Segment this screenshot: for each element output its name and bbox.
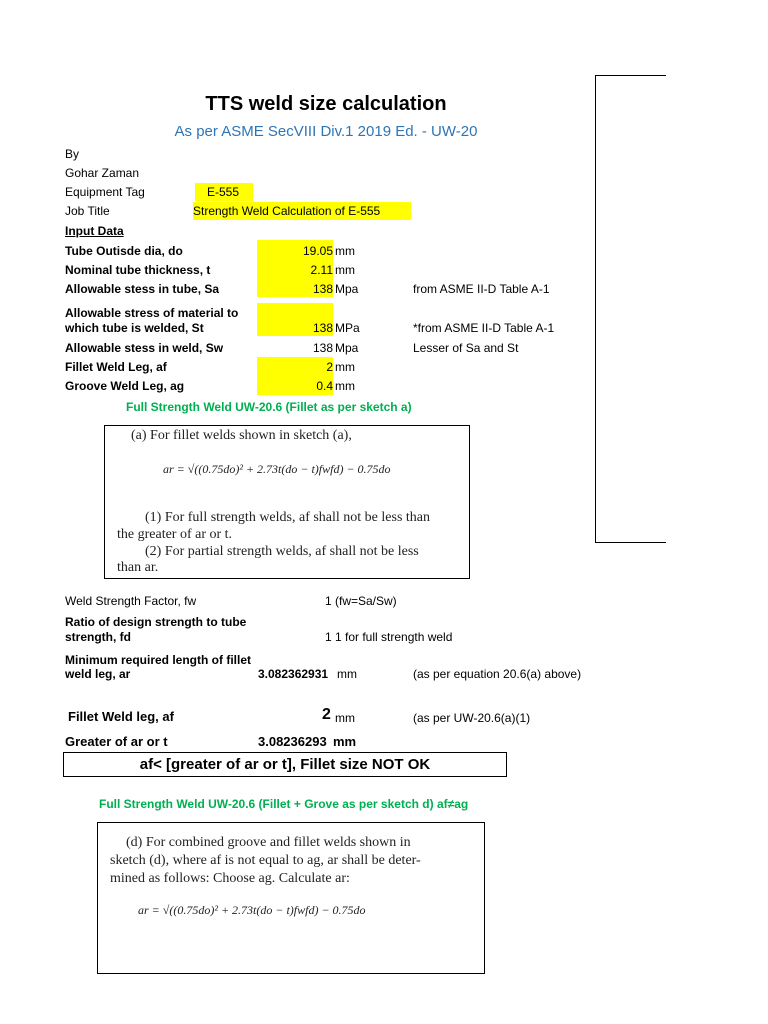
excerpt-d-equation: ar = √((0.75do)² + 2.73t(do − t)fwfd) − 0.75do xyxy=(138,903,366,917)
input-label-do: Tube Outisde dia, do xyxy=(65,244,183,258)
code-excerpt-a xyxy=(104,425,470,579)
fd-label-line1: Ratio of design strength to tube xyxy=(65,615,247,629)
fw-label: Weld Strength Factor, fw xyxy=(65,594,197,608)
job-title-value: Strength Weld Calculation of E-555 xyxy=(193,202,411,220)
ar-note: (as per equation 20.6(a) above) xyxy=(413,667,582,681)
author-name: Gohar Zaman xyxy=(65,166,140,180)
input-value-sw: 138 xyxy=(312,341,333,355)
verdict-box: af< [greater of ar or t], Fillet size NOT OK xyxy=(63,752,507,777)
section-d-heading: Full Strength Weld UW-20.6 (Fillet + Grove as per sketch d) af≠ag xyxy=(99,797,469,811)
input-label-ag: Groove Weld Leg, ag xyxy=(65,379,185,393)
by-label: By xyxy=(65,147,80,161)
input-value-af: 2 xyxy=(326,360,333,374)
input-unit-st: MPa xyxy=(335,321,360,335)
side-frame xyxy=(595,75,666,543)
fd-label-line2: strength, fd xyxy=(65,630,131,644)
greater-value: 3.08236293 xyxy=(258,734,327,749)
fd-note: 1 for full strength weld xyxy=(335,630,453,644)
input-unit-ag: mm xyxy=(335,379,355,393)
page-title: TTS weld size calculation xyxy=(205,93,447,115)
excerpt-a-line2: (1) For full strength welds, af shall not be less than xyxy=(145,510,431,525)
greater-label: Greater of ar or t xyxy=(65,734,168,749)
excerpt-a-line4: (2) For partial strength welds, af shall not be less xyxy=(145,544,419,559)
input-value-do: 19.05 xyxy=(302,244,333,258)
input-note-sw: Lesser of Sa and St xyxy=(413,341,519,355)
excerpt-a-line1: (a) For fillet welds shown in sketch (a), xyxy=(131,428,352,443)
excerpt-a-line5: than ar. xyxy=(117,560,159,575)
excerpt-d-line2: sketch (d), where af is not equal to ag, ar shall be deter- xyxy=(110,853,421,868)
page-subtitle: As per ASME SecVIII Div.1 2019 Ed. - UW-20 xyxy=(174,123,478,140)
equipment-tag-value: E-555 xyxy=(195,183,253,201)
input-value-ag: 0.4 xyxy=(316,379,333,393)
input-unit-sa: Mpa xyxy=(335,282,359,296)
input-label-af: Fillet Weld Leg, af xyxy=(65,360,167,374)
equipment-tag-label: Equipment Tag xyxy=(65,185,145,199)
fw-value: 1 xyxy=(325,594,332,608)
input-label-sa: Allowable stess in tube, Sa xyxy=(65,282,220,296)
excerpt-d-line1: (d) For combined groove and fillet welds shown in xyxy=(126,835,411,850)
input-note-sa: from ASME II-D Table A-1 xyxy=(413,282,550,296)
ar-label-line2: weld leg, ar xyxy=(65,667,131,681)
job-title-label: Job Title xyxy=(65,204,110,218)
excerpt-a-equation: ar = √((0.75do)² + 2.73t(do − t)fwfd) − 0.75do xyxy=(163,462,391,476)
greater-unit: mm xyxy=(333,734,357,749)
input-value-t: 2.11 xyxy=(310,263,333,277)
af-note: (as per UW-20.6(a)(1) xyxy=(413,711,531,725)
excerpt-d-line3: mined as follows: Choose ag. Calculate ar: xyxy=(110,871,350,886)
code-excerpt-d xyxy=(97,822,485,974)
section-a-heading: Full Strength Weld UW-20.6 (Fillet as per sketch a) xyxy=(126,400,412,414)
input-unit-do: mm xyxy=(335,244,355,258)
af-label: Fillet Weld leg, af xyxy=(68,709,174,724)
excerpt-a-line3: the greater of ar or t. xyxy=(117,527,233,542)
input-unit-sw: Mpa xyxy=(335,341,359,355)
fd-value: 1 xyxy=(325,630,332,644)
input-label-sw: Allowable stess in weld, Sw xyxy=(65,341,224,355)
ar-label-line1: Minimum required length of fillet xyxy=(65,653,251,667)
input-unit-af: mm xyxy=(335,360,355,374)
fw-note: (fw=Sa/Sw) xyxy=(335,594,397,608)
af-unit: mm xyxy=(335,711,355,725)
input-label-st-line1: Allowable stress of material to xyxy=(65,306,239,320)
input-unit-t: mm xyxy=(335,263,355,277)
ar-unit: mm xyxy=(337,667,357,681)
af-value: 2 xyxy=(322,706,331,723)
input-value-st: 138 xyxy=(312,321,333,335)
input-label-st-line2: which tube is welded, St xyxy=(65,321,204,335)
input-value-sa: 138 xyxy=(312,282,333,296)
input-note-st: *from ASME II-D Table A-1 xyxy=(413,321,555,335)
ar-value: 3.082362931 xyxy=(258,667,329,681)
input-label-t: Nominal tube thickness, t xyxy=(65,263,211,277)
input-data-heading: Input Data xyxy=(65,224,124,238)
